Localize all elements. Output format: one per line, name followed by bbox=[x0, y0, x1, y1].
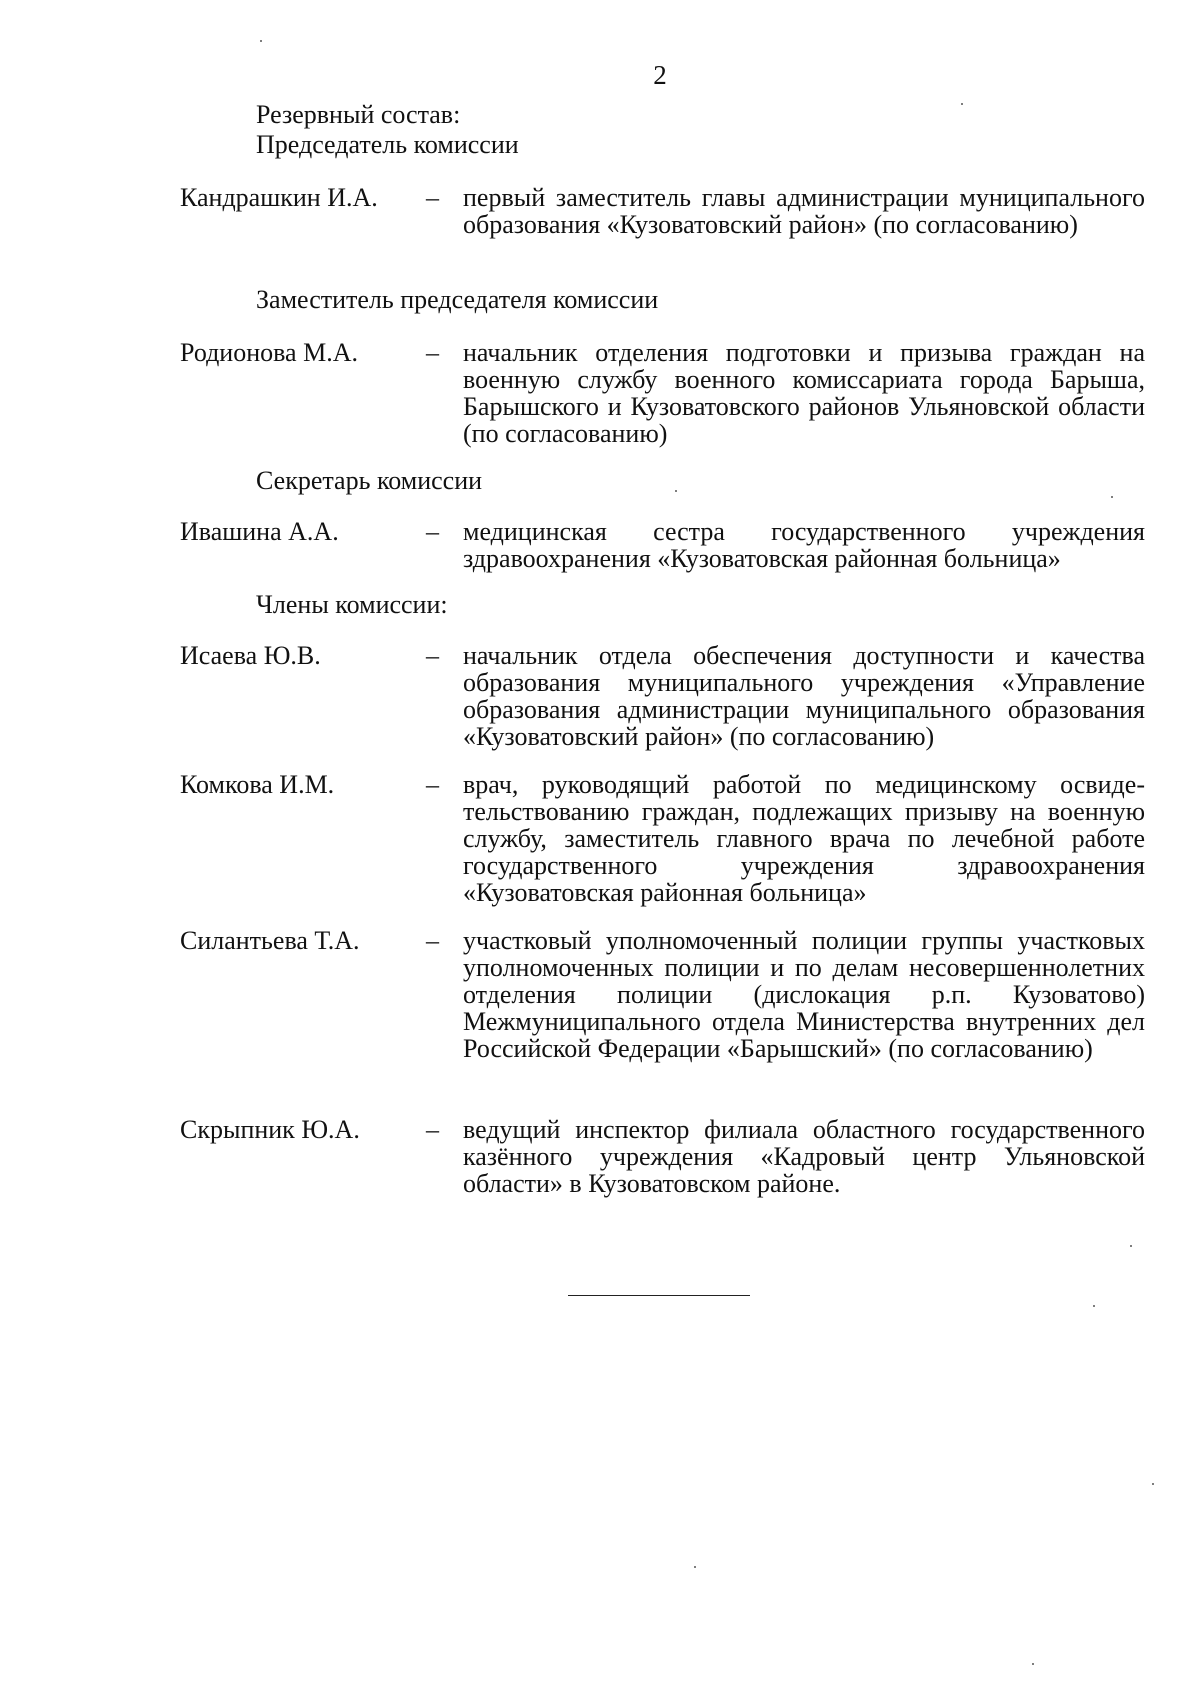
entry-name: Кандрашкин И.А. bbox=[180, 183, 378, 212]
entry-description: медицинская сестра государственного учреждения здравоохранения «Кузоватовская районная больница» bbox=[463, 517, 1145, 573]
scan-speck bbox=[1152, 1483, 1154, 1485]
entry-kandrashkin bbox=[180, 184, 1150, 238]
entry-name: Ивашина А.А. bbox=[180, 517, 339, 546]
entry-dash: – bbox=[426, 641, 439, 670]
heading-deputy: Заместитель председателя комиссии bbox=[256, 285, 659, 314]
entry-rodionova bbox=[180, 339, 1150, 447]
scan-speck bbox=[1130, 1245, 1132, 1247]
entry-dash: – bbox=[426, 1115, 439, 1144]
heading-reserve: Резервный состав: bbox=[256, 100, 461, 129]
scan-speck bbox=[675, 490, 677, 492]
scan-speck bbox=[1111, 496, 1113, 498]
entry-dash: – bbox=[426, 338, 439, 367]
scan-speck bbox=[694, 1566, 696, 1568]
entry-name: Комкова И.М. bbox=[180, 770, 335, 799]
entry-komkova bbox=[180, 771, 1150, 906]
entry-description: первый заместитель главы администрации муниципального образования «Кузоватовский район» (по согласованию) bbox=[463, 183, 1145, 239]
page-number: 2 bbox=[653, 60, 667, 90]
entry-name: Скрыпник Ю.А. bbox=[180, 1115, 360, 1144]
entry-ivashina bbox=[180, 518, 1150, 572]
heading-secretary: Секретарь комиссии bbox=[256, 466, 483, 495]
entry-dash: – bbox=[426, 770, 439, 799]
scan-speck bbox=[1093, 1305, 1095, 1307]
heading-chairman: Председатель комиссии bbox=[256, 130, 519, 159]
scan-speck bbox=[260, 40, 262, 42]
entry-silantyeva bbox=[180, 927, 1150, 1062]
entry-description: начальник отделения подготовки и призыва граждан на военную службу военного комиссариата города Барыша, Барышского и Кузоватовского районов Ульяновской области (по согласованию) bbox=[463, 338, 1145, 448]
entry-skrypnik bbox=[180, 1116, 1150, 1197]
entry-name: Силантьева Т.А. bbox=[180, 926, 360, 955]
entry-isaeva bbox=[180, 642, 1150, 750]
scan-speck bbox=[1032, 1663, 1034, 1665]
entry-description: участковый уполномоченный полиции группы участковых уполномоченных полиции и по делам несовершеннолетних отделения полиции (дислокация р.п. Кузоватово) Межмуниципального отдела Министерства внутренних дел Российской Федерации «Барышский» (по согласованию) bbox=[463, 926, 1145, 1063]
scan-speck bbox=[961, 103, 963, 105]
entry-name: Исаева Ю.В. bbox=[180, 641, 321, 670]
entry-description: ведущий инспектор филиала областного государственного казённого учреждения «Кадровый центр Ульяновской области» в Кузоватовском районе. bbox=[463, 1115, 1145, 1198]
entry-description: начальник отдела обеспечения доступности и качества образования муниципального учреждения «Управление образования администрации муниципального образования «Кузоватовский район» (по согласованию) bbox=[463, 641, 1145, 751]
entry-name: Родионова М.А. bbox=[180, 338, 358, 367]
entry-description: врач, руководящий работой по медицинскому освидетельствованию граждан, подлежащих призыву на военную службу, заместитель главного врача по лечебной работе государственного учреждения здравоохранения «Кузоватовская районная больница» bbox=[463, 770, 1145, 907]
entry-dash: – bbox=[426, 183, 439, 212]
entry-dash: – bbox=[426, 926, 439, 955]
end-rule bbox=[568, 1295, 750, 1296]
entry-dash: – bbox=[426, 517, 439, 546]
heading-members: Члены комиссии: bbox=[256, 590, 448, 619]
